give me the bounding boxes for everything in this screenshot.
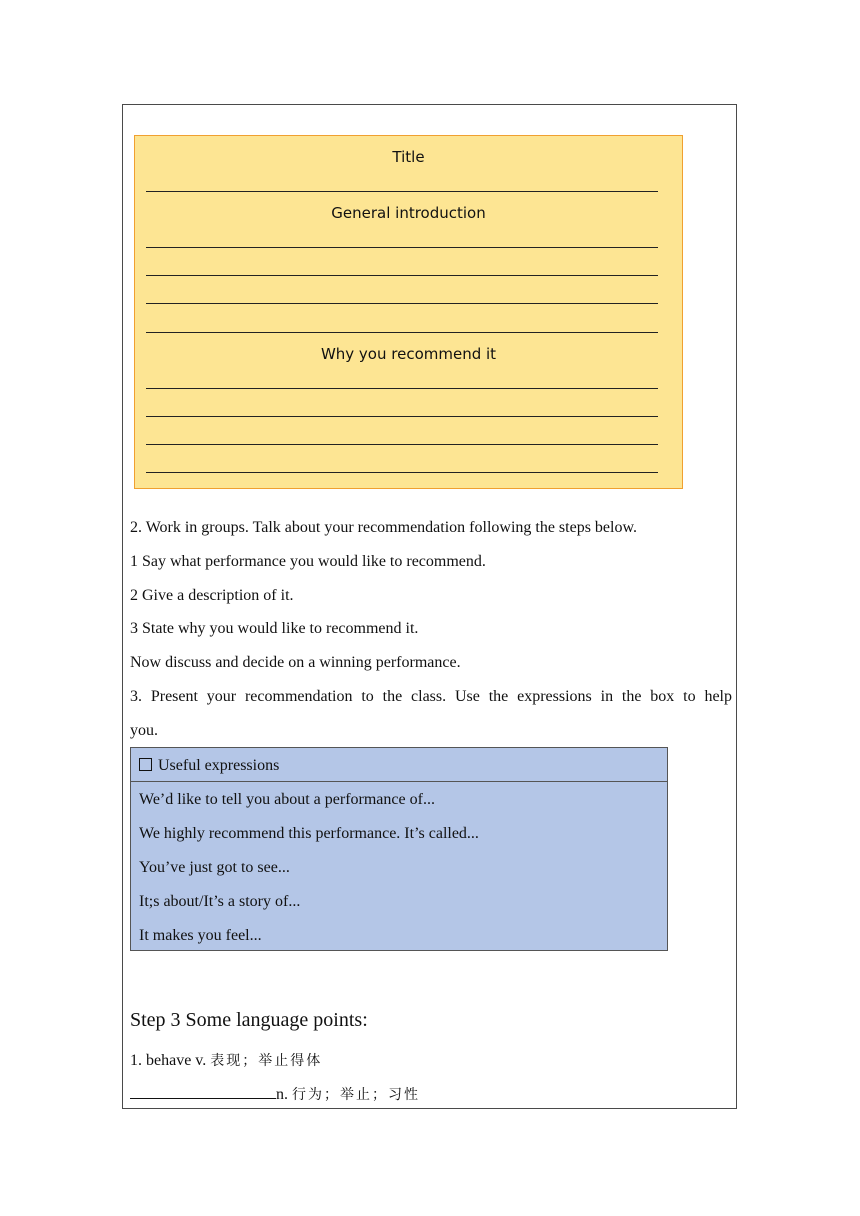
recommendation-card xyxy=(134,135,683,489)
intro-blank-line[interactable] xyxy=(146,332,658,333)
expression-item: It;s about/It’s a story of... xyxy=(139,893,301,910)
task-2-instruction: 2. Work in groups. Talk about your recommendation following the steps below. xyxy=(130,519,637,536)
why-blank-line[interactable] xyxy=(146,388,658,389)
general-intro-heading: General introduction xyxy=(331,204,486,222)
noun-pos: n. xyxy=(276,1086,288,1103)
discuss-text: Now discuss and decide on a winning performance. xyxy=(130,654,461,671)
expression-item: It makes you feel... xyxy=(139,927,262,944)
step-3-text: 3 State why you would like to recommend it. xyxy=(130,620,419,637)
useful-expressions-box xyxy=(130,747,668,951)
title-blank-line[interactable] xyxy=(146,191,658,192)
language-point-1-noun xyxy=(130,1084,420,1104)
expression-item: We’d like to tell you about a performance of... xyxy=(139,791,435,808)
card-title-heading: Title xyxy=(392,148,425,166)
expression-item: You’ve just got to see... xyxy=(139,859,290,876)
task-3-instruction-continued: you. xyxy=(130,722,158,739)
task-3-instruction: 3. Present your recommendation to the class. Use the expressions in the box to help xyxy=(130,688,732,705)
language-points-title: Step 3 Some language points: xyxy=(130,1009,368,1031)
why-blank-line[interactable] xyxy=(146,416,658,417)
why-heading: Why you recommend it xyxy=(320,345,497,363)
intro-blank-line[interactable] xyxy=(146,247,658,248)
step-1-text: 1 Say what performance you would like to recommend. xyxy=(130,553,486,570)
point-1-chinese: 表现；举止得体 xyxy=(210,1053,323,1069)
why-blank-line[interactable] xyxy=(146,472,658,473)
point-1-english: 1. behave v. xyxy=(130,1052,207,1069)
checkbox-icon[interactable] xyxy=(139,758,152,771)
intro-blank-line[interactable] xyxy=(146,275,658,276)
expression-item: We highly recommend this performance. It’s called... xyxy=(139,825,479,842)
noun-chinese: 行为；举止；习性 xyxy=(292,1087,420,1103)
why-blank-line[interactable] xyxy=(146,444,658,445)
useful-expressions-header xyxy=(131,748,667,782)
step-2-text: 2 Give a description of it. xyxy=(130,587,294,604)
language-point-1 xyxy=(130,1050,322,1070)
answer-blank[interactable] xyxy=(130,1084,276,1099)
intro-blank-line[interactable] xyxy=(146,303,658,304)
useful-expressions-heading: Useful expressions xyxy=(158,757,280,774)
